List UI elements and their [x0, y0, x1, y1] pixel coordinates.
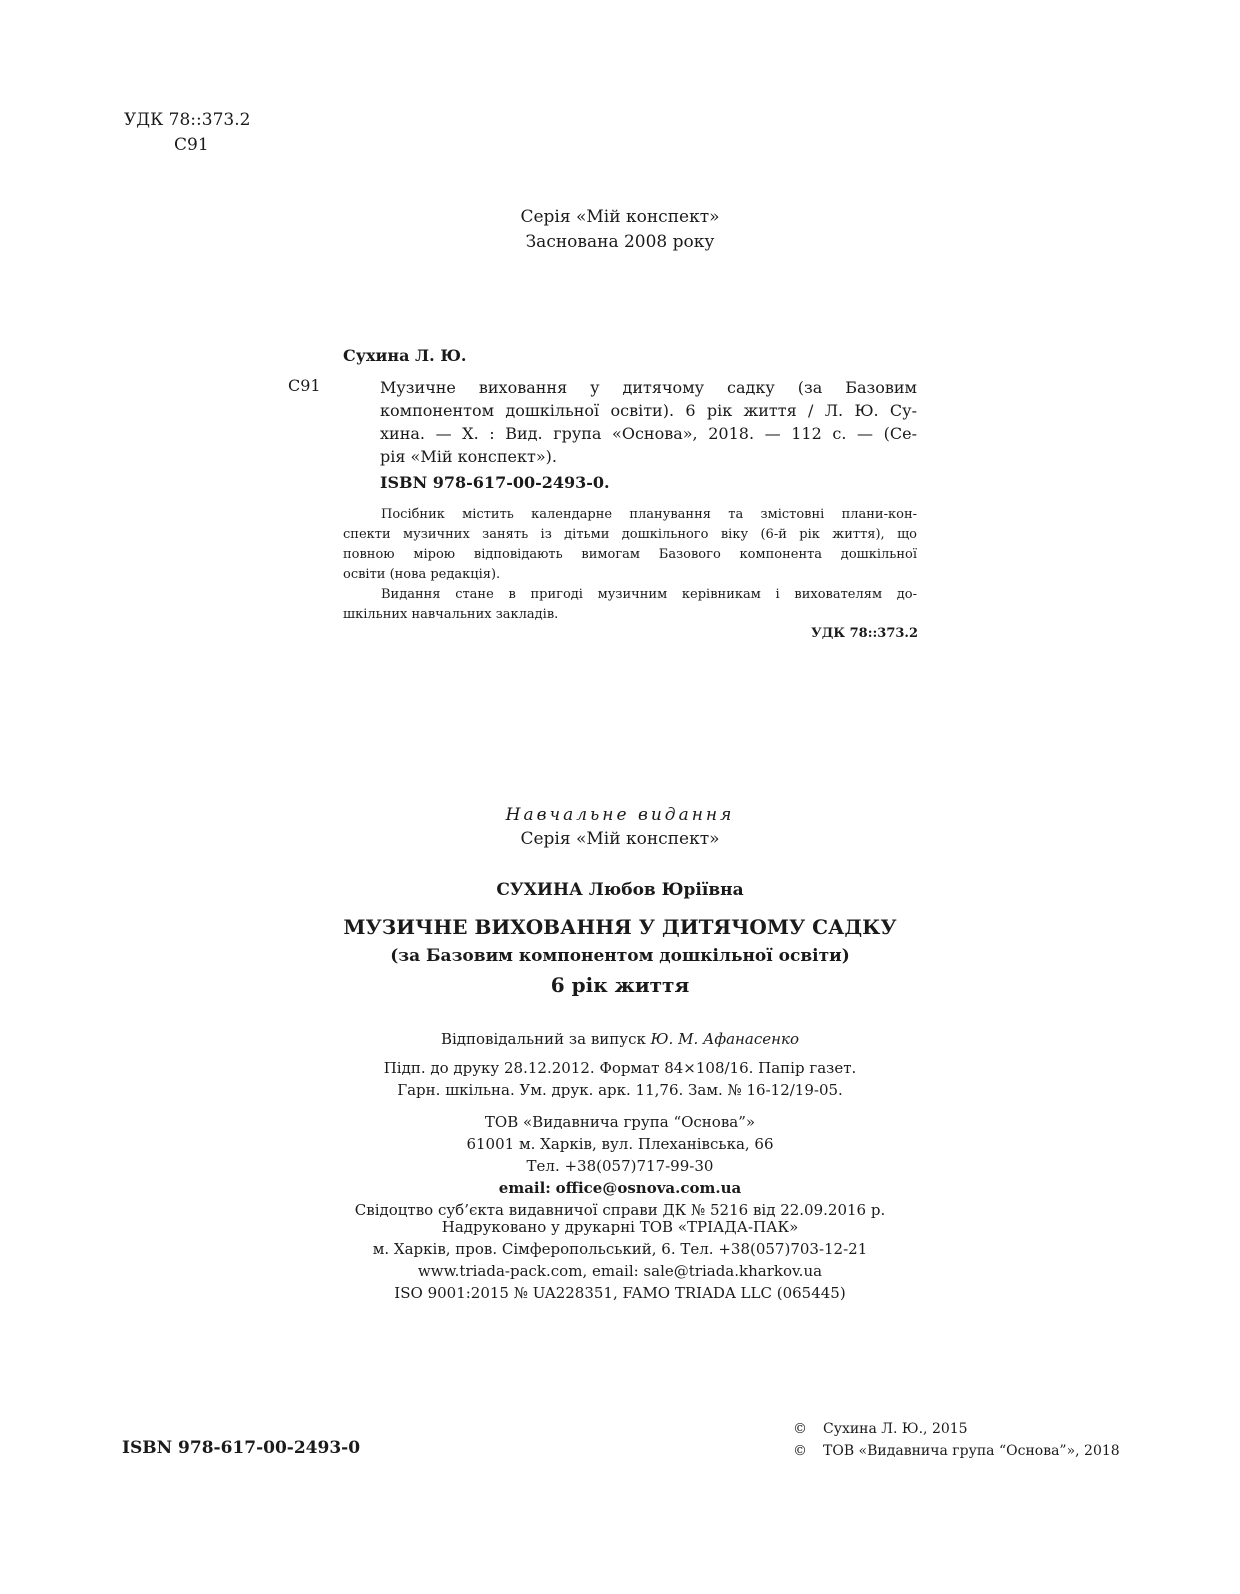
- series-name: Серія «Мій конспект»: [520, 207, 720, 227]
- copyright-line: [793, 1440, 1120, 1462]
- card-code: С91: [288, 376, 321, 395]
- publisher-email[interactable]: office@osnova.com.ua: [555, 1179, 742, 1197]
- series-top: [0, 205, 1240, 255]
- annotation-line: Видання стане в пригоді музичним керівникам і вихователям до-: [381, 587, 917, 602]
- publisher-name: ТОВ «Видавнича група “Основа”»: [484, 1113, 756, 1131]
- series-founded: Заснована 2008 року: [525, 232, 715, 252]
- printer-line: ISO 9001:2015 № UA228351, FAMO TRIADA LLC (065445): [394, 1284, 846, 1302]
- annotation-line: шкільних навчальних закладів.: [343, 607, 559, 622]
- copyright-text: Сухина Л. Ю., 2015: [823, 1421, 968, 1437]
- publisher-address: 61001 м. Харків, вул. Плеханівська, 66: [466, 1135, 774, 1153]
- publisher-email-line: [0, 1177, 1240, 1199]
- udk-top: [124, 108, 250, 158]
- printer-line: м. Харків, пров. Сімферопольський, 6. Тел. +38(057)703-12-21: [372, 1240, 868, 1258]
- responsible-label: Відповідальний за випуск: [440, 1030, 646, 1048]
- print-info-line: Гарн. шкільна. Ум. друк. арк. 11,76. Зам. № 16-12/19-05.: [397, 1081, 843, 1099]
- udk-top-code: УДК 78::373.2: [124, 110, 251, 130]
- card-description-line: компонентом дошкільної освіти). 6 рік життя / Л. Ю. Су-: [380, 401, 917, 420]
- publisher-certificate: Свідоцтво суб’єкта видавничої справи ДК № 5216 від 22.09.2016 р.: [354, 1201, 886, 1219]
- annotation-line: спекти музичних занять із дітьми дошкільного віку (6-й рік життя), що: [343, 527, 917, 542]
- publication-series: Серія «Мій конспект»: [520, 829, 720, 849]
- printer-line: www.triada-pack.com, email: sale@triada.kharkov.ua: [417, 1262, 823, 1280]
- responsible-name: Ю. М. Афанасенко: [650, 1030, 800, 1048]
- card-udk: УДК 78::373.2: [811, 626, 918, 641]
- book-age: 6 рік життя: [550, 973, 690, 997]
- copyright-text: ТОВ «Видавнича група “Основа”», 2018: [823, 1443, 1120, 1459]
- printer-info: [0, 1216, 1240, 1304]
- copyright-icon: ©: [793, 1421, 807, 1437]
- udk-top-author-sign: С91: [174, 135, 209, 155]
- copyrights: [793, 1418, 1120, 1462]
- copyright-line: [793, 1418, 1120, 1440]
- publisher-email-label: email:: [498, 1179, 551, 1197]
- print-info-line: Підп. до друку 28.12.2012. Формат 84×108/16. Папір газет.: [383, 1059, 857, 1077]
- author-full-name: СУХИНА Любов Юріївна: [496, 880, 744, 900]
- card-author: Сухина Л. Ю.: [343, 346, 467, 365]
- card-description-line: Музичне виховання у дитячому садку (за Базовим: [380, 378, 917, 397]
- card-isbn: ISBN 978-617-00-2493-0.: [380, 473, 610, 492]
- print-info: [0, 1057, 1240, 1101]
- copyright-icon: ©: [793, 1443, 807, 1459]
- card-annotation: [343, 505, 917, 625]
- publisher-info: [0, 1111, 1240, 1221]
- card-description-line: рія «Мій конспект»).: [380, 447, 557, 466]
- isbn-bottom: ISBN 978-617-00-2493-0: [122, 1438, 361, 1458]
- annotation-line: повною мірою відповідають вимогам Базового компонента дошкільної: [343, 547, 917, 562]
- book-title: МУЗИЧНЕ ВИХОВАННЯ У ДИТЯЧОМУ САДКУ: [343, 915, 897, 939]
- publisher-phone: Тел. +38(057)717-99-30: [526, 1157, 714, 1175]
- book-subtitle: (за Базовим компонентом дошкільної освіти): [390, 946, 850, 966]
- publication-type: Навчальне видання: [505, 805, 735, 825]
- printer-line: Надруковано у друкарні ТОВ «ТРІАДА-ПАК»: [441, 1218, 799, 1236]
- annotation-line: Посібник містить календарне планування та змістовні плани-кон-: [381, 507, 917, 522]
- card-description: [380, 376, 917, 468]
- annotation-line: освіти (нова редакція).: [343, 567, 501, 582]
- responsible-editor: [0, 1028, 1240, 1050]
- card-description-line: хина. — Х. : Вид. група «Основа», 2018. — 112 с. — (Се-: [380, 424, 917, 443]
